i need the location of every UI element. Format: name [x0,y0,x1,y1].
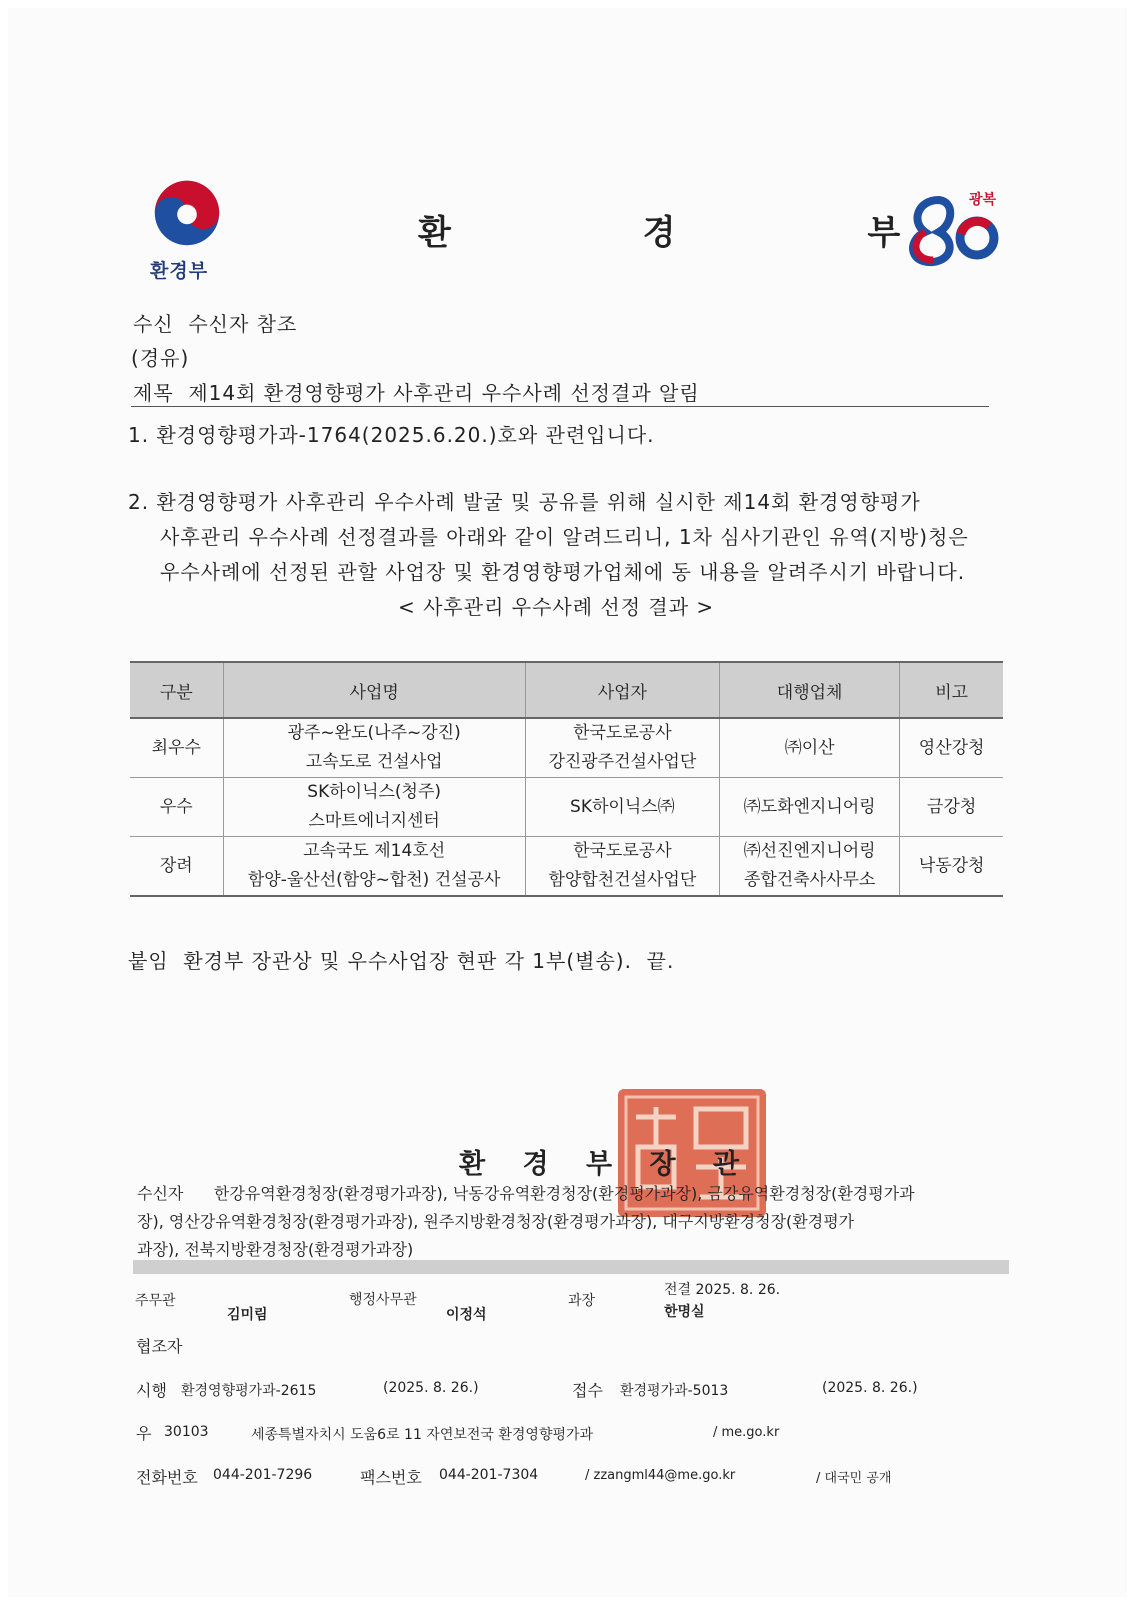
cell-operator: 한국도로공사 함양합천건설사업단 [525,837,719,897]
cell-agency: ㈜이산 [720,718,900,778]
lead-label: 주무관 [135,1293,176,1309]
receive-number: 환경평가과-5013 [620,1383,729,1399]
homepage-link[interactable]: / me.go.kr [713,1425,780,1440]
header-project: 사업명 [223,662,525,718]
enforce-label: 시행 [136,1381,167,1400]
cell-grade: 장려 [130,837,223,897]
coop-label: 협조자 [136,1337,183,1356]
cell-project: SK하이닉스(청주) 스마트에너지센터 [223,778,525,837]
recipient-value: 수신자 참조 [188,312,298,336]
phone-number: 044-201-7296 [213,1467,313,1483]
header-operator: 사업자 [525,662,719,718]
table-row [130,837,1003,897]
table-row [130,718,1003,778]
liberation-80-badge-icon [905,188,1010,268]
final-approval: 전결 2025. 8. 26. [664,1282,781,1298]
recipients-line-2: 장), 영산강유역환경청장(환경평가과장), 원주지방환경청장(환경평가과장), 대구지방환경청장(환경평가 [137,1212,855,1231]
recipients-line-3: 과장), 전북지방환경청장(환경평가과장) [137,1240,414,1259]
ministry-emblem-icon [152,178,222,248]
cell-operator: 한국도로공사 강진광주건설사업단 [525,718,719,778]
admin-label: 행정사무관 [349,1292,417,1308]
recipients-block [137,1180,1007,1264]
enforce-number: 환경영향평가과-2615 [181,1383,317,1399]
section-divider-bar [133,1260,1009,1274]
header-grade: 구분 [130,662,223,718]
recipient-label: 수신 [133,312,174,336]
results-table [130,661,1003,897]
table-row [130,778,1003,837]
zip-code: 30103 [164,1424,209,1440]
fax-label: 팩스번호 [360,1468,422,1487]
cell-project: 광주~완도(나주~강진) 고속도로 건설사업 [223,718,525,778]
zip-label: 우 [136,1424,152,1443]
page-title: 환 경 부 [418,213,991,253]
subject-divider [131,406,989,407]
subject-label: 제목 [133,381,174,405]
body-item-1: 1. 환경영향평가과-1764(2025.6.20.)호와 관련입니다. [128,423,655,447]
address: 세종특별자치시 도움6로 11 자연보전국 환경영향평가과 [251,1427,594,1443]
header-agency: 대행업체 [720,662,900,718]
fax-number: 044-201-7304 [439,1467,539,1483]
recipient-line [133,308,297,337]
subject-line [133,377,700,406]
badge-text: 광복 [969,192,997,208]
ministry-logo-text: 환경부 [150,260,209,282]
chief-label: 과장 [568,1293,596,1309]
attachment-line: 붙임 환경부 장관상 및 우수사업장 현판 각 1부(별송). 끝. [128,949,675,973]
cell-project: 고속국도 제14호선 함양-울산선(함양~합천) 건설공사 [223,837,525,897]
cell-agency: ㈜선진엔지니어링 종합건축사사무소 [720,837,900,897]
recipients-label: 수신자 [137,1184,184,1203]
body-item-2-line-2: 사후관리 우수사례 선정결과를 아래와 같이 알려드리니, 1차 심사기관인 유역(지방)청은 [160,525,969,549]
lead-name: 김미림 [227,1307,268,1323]
body-item-2-line-1: 2. 환경영향평가 사후관리 우수사례 발굴 및 공유를 위해 실시한 제14회 환경영향평가 [128,490,921,514]
final-name: 한명실 [664,1304,705,1320]
body-item-2-line-3: 우수사례에 선정된 관할 사업장 및 환경영향평가업체에 동 내용을 알려주시기 바랍니다. [160,560,966,584]
subject-value: 제14회 환경영향평가 사후관리 우수사례 선정결과 알림 [188,381,700,405]
cell-agency: ㈜도화엔지니어링 [720,778,900,837]
receive-date: (2025. 8. 26.) [822,1380,918,1396]
issuer-name: 환 경 부 장 관 [459,1149,754,1180]
disclosure-status: / 대국민 공개 [816,1471,892,1486]
table-header-row [130,662,1003,718]
receive-label: 접수 [572,1381,603,1400]
header-note: 비고 [900,662,1003,718]
cell-note: 영산강청 [900,718,1003,778]
admin-name: 이정석 [446,1307,487,1323]
cell-operator: SK하이닉스㈜ [525,778,719,837]
email-link[interactable]: / zzangml44@me.go.kr [585,1468,736,1483]
cell-grade: 우수 [130,778,223,837]
via-line: (경유) [131,346,190,370]
recipients-line-1: 한강유역환경청장(환경평가과장), 낙동강유역환경청장(환경평가과장), 금강유역환경청장(환경평가과 [213,1184,915,1203]
phone-label: 전화번호 [136,1468,198,1487]
enforce-date: (2025. 8. 26.) [383,1380,479,1396]
cell-note: 낙동강청 [900,837,1003,897]
table-caption: < 사후관리 우수사례 선정 결과 > [398,595,715,619]
cell-note: 금강청 [900,778,1003,837]
cell-grade: 최우수 [130,718,223,778]
